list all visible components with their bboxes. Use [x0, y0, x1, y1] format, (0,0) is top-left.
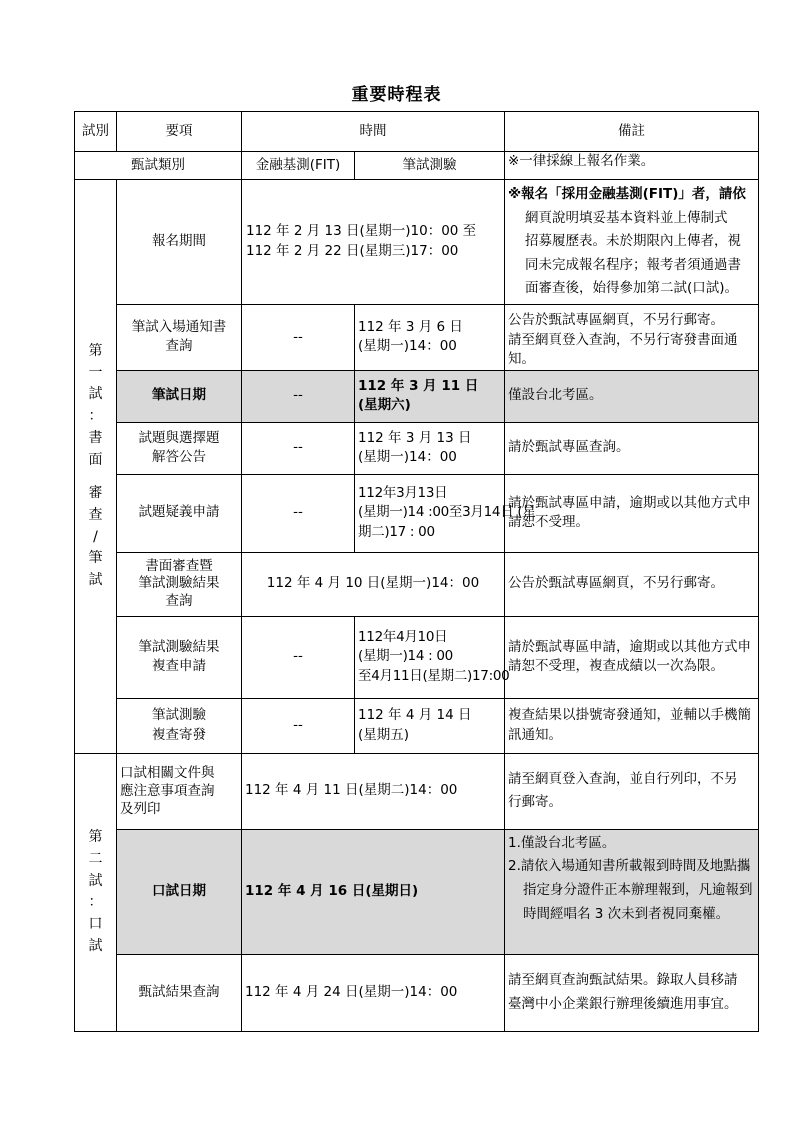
- answers-note: 請於甄試專區查詢。: [505, 422, 759, 474]
- row-interview-date: [75, 829, 759, 954]
- answers-fit: --: [242, 422, 355, 474]
- fit-label: 金融基測(FIT): [242, 152, 355, 180]
- registration-item: 報名期間: [117, 180, 242, 305]
- interview-date-item: 口試日期: [117, 829, 242, 954]
- schedule-table: [74, 111, 759, 1032]
- row-admission: [75, 305, 759, 371]
- exam-date-fit: --: [242, 370, 355, 422]
- header-type: 試別: [75, 112, 117, 152]
- review-time: 112年4月10日 (星期一)14 : 00 至4月11日(星期二)17:00: [355, 616, 505, 698]
- results-item: 書面審查暨 筆試測驗結果 查詢: [117, 552, 242, 616]
- final-item: 甄試結果查詢: [117, 954, 242, 1031]
- answers-time: 112 年 3 月 13 日 (星期一)14：00: [355, 422, 505, 474]
- review-note: 請於甄試專區申請，逾期或以其他方式申請恕不受理，複查成績以一次為限。: [505, 616, 759, 698]
- registration-note: ※報名「採用金融基測(FIT)」者，請依 網頁說明填妥基本資料並上傳制式 招募履歷表。未於期限內上傳者，視 同未完成報名程序；報考者須通過書 面審查後，始得參加第二試(口試)。: [505, 180, 759, 305]
- admission-fit: --: [242, 305, 355, 371]
- review-mail-item: 筆試測驗 複查寄發: [117, 698, 242, 753]
- online-note: ※一律採線上報名作業。: [505, 152, 759, 180]
- appeal-note: 請於甄試專區申請，逾期或以其他方式申請恕不受理。: [505, 474, 759, 552]
- appeal-time: 112年3月13日 (星期一)14 :00至3月14日 (星 期二)17 : 00: [355, 474, 505, 552]
- header-note: 備註: [505, 112, 759, 152]
- row-appeal: [75, 474, 759, 552]
- header-item: 要項: [117, 112, 242, 152]
- review-item: 筆試測驗結果 複查申請: [117, 616, 242, 698]
- phase2-label: 第 二 試 ： 口 試: [75, 753, 117, 1031]
- phase1-label: 第 一 試 ： 書 面 審 查 / 筆 試: [75, 180, 117, 754]
- results-note: 公告於甄試專區網頁，不另行郵寄。: [505, 552, 759, 616]
- final-time: 112 年 4 月 24 日(星期一)14：00: [242, 954, 505, 1031]
- admission-time: 112 年 3 月 6 日 (星期一)14：00: [355, 305, 505, 371]
- review-mail-note: 複查結果以掛號寄發通知，並輔以手機簡訊通知。: [505, 698, 759, 753]
- row-review: [75, 616, 759, 698]
- page-title: 重要時程表: [351, 85, 442, 105]
- row-interview-docs: [75, 753, 759, 829]
- exam-date-note: 僅設台北考區。: [505, 370, 759, 422]
- row-review-mail: [75, 698, 759, 753]
- docs-note: 請至網頁登入查詢，並自行列印，不另 行郵寄。: [505, 753, 759, 829]
- interview-date-time: 112 年 4 月 16 日(星期日): [242, 829, 505, 954]
- header-row: [75, 112, 759, 152]
- review-fit: --: [242, 616, 355, 698]
- registration-time: 112 年 2 月 13 日(星期一)10：00 至 112 年 2 月 22 日(星期三)17：00: [242, 180, 505, 305]
- appeal-item: 試題疑義申請: [117, 474, 242, 552]
- exam-date-time: 112 年 3 月 11 日 (星期六): [355, 370, 505, 422]
- results-time: 112 年 4 月 10 日(星期一)14：00: [242, 552, 505, 616]
- row-exam-date: [75, 370, 759, 422]
- row-answers: [75, 422, 759, 474]
- row-registration: [75, 180, 759, 305]
- appeal-fit: --: [242, 474, 355, 552]
- review-mail-fit: --: [242, 698, 355, 753]
- review-mail-time: 112 年 4 月 14 日 (星期五): [355, 698, 505, 753]
- row-final-results: [75, 954, 759, 1031]
- answers-item: 試題與選擇題 解答公告: [117, 422, 242, 474]
- written-label: 筆試測驗: [355, 152, 505, 180]
- row-results: [75, 552, 759, 616]
- admission-item: 筆試入場通知書 查詢: [117, 305, 242, 371]
- header-time: 時間: [242, 112, 505, 152]
- interview-date-note: 1.僅設台北考區。 2.請依入場通知書所載報到時間及地點攜指定身分證件正本辦理報到，凡逾報到時間經唱名 3 次未到者視同棄權。: [505, 829, 759, 954]
- docs-item: 口試相關文件與 應注意事項查詢 及列印: [117, 753, 242, 829]
- exam-date-item: 筆試日期: [117, 370, 242, 422]
- final-note: 請至網頁查詢甄試結果。錄取人員移請 臺灣中小企業銀行辦理後續進用事宜。: [505, 954, 759, 1031]
- docs-time: 112 年 4 月 11 日(星期二)14：00: [242, 753, 505, 829]
- admission-note: 公告於甄試專區網頁，不另行郵寄。 請至網頁登入查詢，不另行寄發書面通知。: [505, 305, 759, 371]
- subheader-row: [75, 152, 759, 180]
- category-label: 甄試類別: [75, 152, 242, 180]
